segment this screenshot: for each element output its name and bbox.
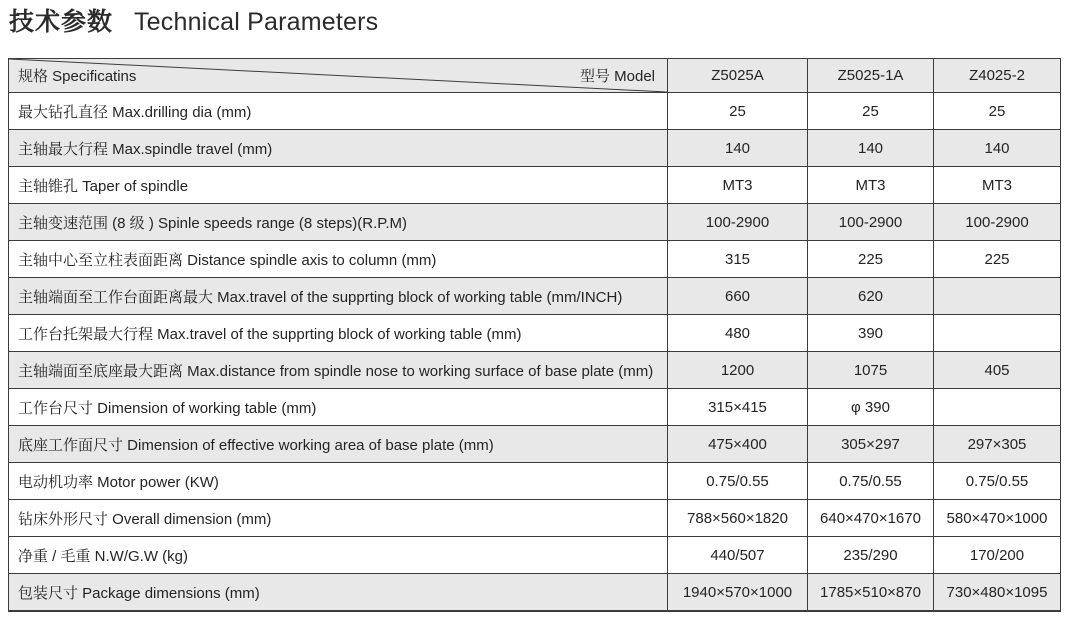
- spec-value-cell: 0.75/0.55: [808, 463, 934, 500]
- spec-value-cell: 640×470×1670: [808, 500, 934, 537]
- spec-row: [9, 426, 1061, 463]
- spec-value-cell: 475×400: [668, 426, 808, 463]
- column-header-model-2: Z5025-1A: [808, 59, 934, 93]
- spec-row: [9, 315, 1061, 352]
- spec-label-cell: 电动机功率 Motor power (KW): [9, 463, 668, 500]
- spec-value-cell: 25: [934, 93, 1061, 130]
- spec-value-cell: 730×480×1095: [934, 574, 1061, 612]
- spec-value-cell: [934, 278, 1061, 315]
- spec-label-cell: 净重 / 毛重 N.W/G.W (kg): [9, 537, 668, 574]
- column-header-model-3: Z4025-2: [934, 59, 1061, 93]
- spec-value-cell: MT3: [668, 167, 808, 204]
- spec-value-cell: 580×470×1000: [934, 500, 1061, 537]
- spec-value-cell: 305×297: [808, 426, 934, 463]
- spec-row: [9, 130, 1061, 167]
- spec-label-cell: 钻床外形尺寸 Overall dimension (mm): [9, 500, 668, 537]
- spec-value-cell: 1200: [668, 352, 808, 389]
- spec-value-cell: MT3: [934, 167, 1061, 204]
- spec-label-cell: 包装尺寸 Package dimensions (mm): [9, 574, 668, 612]
- spec-row: [9, 389, 1061, 426]
- spec-row: [9, 574, 1061, 612]
- spec-value-cell: 620: [808, 278, 934, 315]
- spec-row: [9, 278, 1061, 315]
- spec-row: [9, 352, 1061, 389]
- spec-row: [9, 537, 1061, 574]
- spec-value-cell: 140: [668, 130, 808, 167]
- spec-value-cell: 0.75/0.55: [668, 463, 808, 500]
- spec-label-cell: 主轴端面至底座最大距离 Max.distance from spindle nose to working surface of base plate (mm): [9, 352, 668, 389]
- spec-value-cell: φ 390: [808, 389, 934, 426]
- spec-value-cell: 405: [934, 352, 1061, 389]
- spec-label-cell: 主轴锥孔 Taper of spindle: [9, 167, 668, 204]
- page-title: [9, 5, 378, 39]
- spec-header-label: 规格 Specificatins: [18, 68, 137, 85]
- spec-value-cell: [934, 315, 1061, 352]
- spec-row: [9, 167, 1061, 204]
- spec-value-cell: [934, 389, 1061, 426]
- spec-label-cell: 工作台尺寸 Dimension of working table (mm): [9, 389, 668, 426]
- spec-value-cell: 25: [668, 93, 808, 130]
- spec-label-cell: 主轴变速范围 (8 级 ) Spinle speeds range (8 steps)(R.P.M): [9, 204, 668, 241]
- spec-row: [9, 500, 1061, 537]
- spec-value-cell: 297×305: [934, 426, 1061, 463]
- spec-value-cell: 100-2900: [668, 204, 808, 241]
- page-title-english: Technical Parameters: [133, 8, 379, 36]
- technical-parameters-table: [8, 58, 1061, 612]
- table-header-row: [9, 59, 1061, 93]
- spec-label-cell: 主轴端面至工作台面距离最大 Max.travel of the supprting block of working table (mm/INCH): [9, 278, 668, 315]
- spec-label-cell: 最大钻孔直径 Max.drilling dia (mm): [9, 93, 668, 130]
- column-header-model-1: Z5025A: [668, 59, 808, 93]
- spec-value-cell: 1075: [808, 352, 934, 389]
- spec-value-cell: 235/290: [808, 537, 934, 574]
- spec-label-cell: 底座工作面尺寸 Dimension of effective working area of base plate (mm): [9, 426, 668, 463]
- spec-value-cell: 100-2900: [808, 204, 934, 241]
- spec-value-cell: 225: [808, 241, 934, 278]
- spec-row: [9, 463, 1061, 500]
- spec-value-cell: 25: [808, 93, 934, 130]
- spec-row: [9, 93, 1061, 130]
- spec-value-cell: MT3: [808, 167, 934, 204]
- spec-value-cell: 170/200: [934, 537, 1061, 574]
- spec-value-cell: 0.75/0.55: [934, 463, 1061, 500]
- spec-label-cell: 主轴中心至立柱表面距离 Distance spindle axis to column (mm): [9, 241, 668, 278]
- spec-value-cell: 1785×510×870: [808, 574, 934, 612]
- spec-label-cell: 工作台托架最大行程 Max.travel of the supprting block of working table (mm): [9, 315, 668, 352]
- page-title-chinese: 技术参数: [9, 8, 114, 36]
- spec-value-cell: 100-2900: [934, 204, 1061, 241]
- model-header-label: 型号 Model: [579, 68, 655, 85]
- spec-value-cell: 315×415: [668, 389, 808, 426]
- spec-value-cell: 225: [934, 241, 1061, 278]
- spec-value-cell: 660: [668, 278, 808, 315]
- spec-value-cell: 788×560×1820: [668, 500, 808, 537]
- table-body: [9, 93, 1061, 612]
- spec-value-cell: 315: [668, 241, 808, 278]
- spec-value-cell: 140: [808, 130, 934, 167]
- spec-value-cell: 140: [934, 130, 1061, 167]
- spec-label-cell: 主轴最大行程 Max.spindle travel (mm): [9, 130, 668, 167]
- spec-model-header-cell: [9, 59, 668, 93]
- spec-row: [9, 204, 1061, 241]
- spec-row: [9, 241, 1061, 278]
- spec-value-cell: 440/507: [668, 537, 808, 574]
- spec-value-cell: 390: [808, 315, 934, 352]
- spec-value-cell: 1940×570×1000: [668, 574, 808, 612]
- spec-value-cell: 480: [668, 315, 808, 352]
